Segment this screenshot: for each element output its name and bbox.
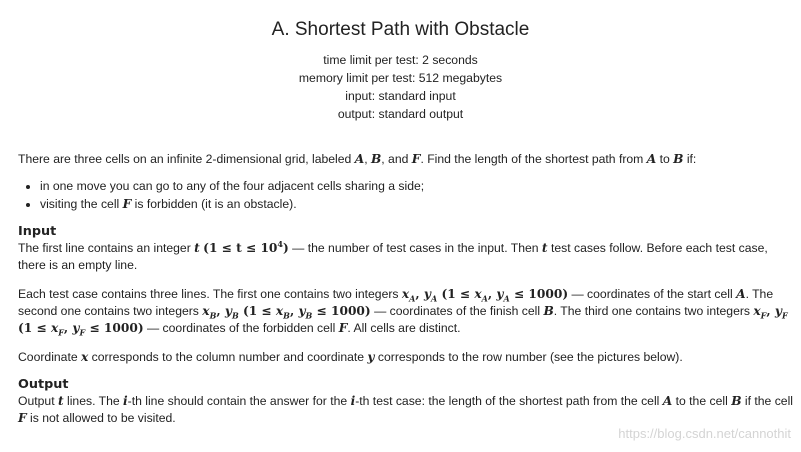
input-paragraph-1: The first line contains an integer t $(1 \le t \le 10^4)$ — the number of test cases in the input. Then t test cases follow. Before each test case, there is an empty line. [18,238,768,272]
input-paragraph-2: Each test case contains three lines. The first one contains two integers $x_A$, $y_A$ ($1 \le x_A$, $y_A \le 1000$) — coordinates of the start cell A. The second one contains two integers $x_B$, $y_B$ ($1 \le x_B$, $y_B \le 1000$) — coordinates of the finish cell B. The third one contains two integers $x_F$, $y_F$ ($1 \le x_F$, $y_F \le 1000$) — coordinates of the forbidden cell F. All cells are distinct. [18,287,788,338]
list-item: • in one move you can go to any of the four adjacent cells sharing a side; [40,178,793,195]
input-paragraph-3: Coordinate x corresponds to the column number and coordinate y corresponds to the row number (see the pictures below). [18,350,683,364]
memory-limit: memory limit per test: 512 megabytes [298,71,503,85]
output-spec: output: standard output [337,107,464,121]
output-paragraph: Output t lines. The i-th line should contain the answer for the i-th test case: the length of the shortest path from the cell A to the cell B if the cell F is not allowed to be visited. [18,394,793,425]
statement-rules [18,178,793,213]
statement-intro: There are three cells on an infinite 2-dimensional grid, labeled A, B, and F. Find the length of the shortest path from A to B if: [18,152,697,166]
list-item: • visiting the cell F is forbidden (it is an obstacle). [40,196,793,213]
problem-title: A. Shortest Path with Obstacle [271,19,530,40]
time-limit: time limit per test: 2 seconds [323,53,478,67]
output-heading: Output [18,377,69,392]
input-heading: Input [18,224,57,239]
input-spec: input: standard input [345,89,456,103]
problem-header [0,19,801,123]
watermark: https://blog.csdn.net/cannothit [618,426,791,441]
problem-statement [18,151,793,427]
